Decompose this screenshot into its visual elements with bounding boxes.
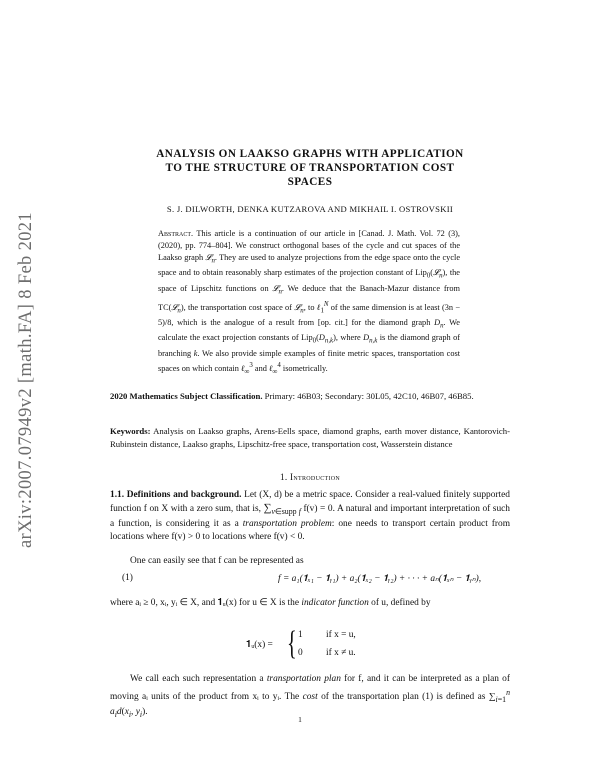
subsection-label: 1.1. Definitions and background. <box>110 490 242 500</box>
equation-formula: f = a₁(𝟏ₓ₁ − 𝟏ᵧ₁) + a₂(𝟏ₓ₂ − 𝟏ᵧ₂) + · · · + aₙ(𝟏ₓₙ − 𝟏ᵧₙ), <box>278 574 482 584</box>
title-line: SPACES <box>287 176 333 188</box>
abstract: Abstract. This article is a continuation of our article in [Canad. J. Math. Vol. 72 (3), (2020), pp. 774–804]. We construct orthogonal bases of the cycle and cut spaces of the Laakso graph 𝓛$_n$. They are used to analyze projections from the edge space onto the cycle space and to obtain reasonably sharp estimates of the projection constant of Lip$_0$(𝓛$_n$), the space of Lipschitz functions on 𝓛$_n$. We deduce that the Banach-Mazur distance from TC(𝓛$_n$), the transportation cost space of 𝓛$_n$, to ℓ$_1^N$ of the same dimension is at least (3n − 5)/8, which is the analogue of a result from [op. cit.] for the diamond graph $D_n$. We calculate the exact projection constants of $Lip_0(D_{n,k})$, where $D_{n,k}$ is the diamond graph of branching k. We also provide simple examples of finite metric spaces, transportation cost spaces on which contain ℓ$_\infty^3$ and ℓ$_\infty^4$ isometrically. <box>158 229 461 376</box>
author-list: S. J. DILWORTH, DENKA KUTZAROVA AND MIKHAIL I. OSTROVSKII <box>166 204 454 214</box>
arxiv-identifier: arXiv:2007.07949v2 [math.FA] 8 Feb 2021 <box>16 212 36 548</box>
page-number: 1 <box>298 715 302 724</box>
left-brace: { <box>287 625 297 662</box>
indicator-definition <box>246 625 386 664</box>
title-line: TO THE STRUCTURE OF TRANSPORTATION COST <box>165 162 455 174</box>
msc-label: 2020 Mathematics Subject Classification. <box>110 391 263 401</box>
paragraph-representation: One can easily see that f can be represented as <box>130 556 304 566</box>
abstract-label: Abstract. <box>158 229 194 238</box>
section-heading: 1. Introduction <box>279 472 341 482</box>
title-line: ANALYSIS ON LAAKSO GRAPHS WITH APPLICATION <box>156 148 464 160</box>
equation-number: (1) <box>122 573 133 583</box>
paragraph-transportation-plan: We call each such representation a transportation plan for f, and it can be interpreted as a plan of moving aᵢ units of the product from xᵢ to yᵢ. The cost of the transportation plan (1) is defined as $\sum_{i=1}^n$ $a_id(x_i$, $y_i$). <box>110 674 510 719</box>
paragraph-definitions: 1.1. Definitions and background. Let (X, d) be a metric space. Consider a real-valued finitely supported function f on X with a zero sum, that is, $\sum_{v\in supp f}$ f(v) = 0. A natural and important interpretation of such a function, is considering it as a transportation problem: one needs to transport certain product from locations where f(v) > 0 to locations where f(v) < 0. <box>110 490 510 542</box>
keywords: Keywords: Analysis on Laakso graphs, Arens-Eells space, diamond graphs, earth mover distance, Kantorovich-Rubinstein distance, Laakso graphs, Lipschitz-free space, transportation cost, Wasserstein distance <box>110 426 510 449</box>
paper-title <box>120 147 500 189</box>
equation-1 <box>110 573 510 587</box>
indicator-case: 0 if x ≠ u. <box>298 648 356 658</box>
paragraph-indicator: where aᵢ ≥ 0, xᵢ, yᵢ ∈ X, and 𝟏ᵤ(x) for u ∈ X is the indicator function of u, defined by <box>110 598 431 608</box>
keywords-label: Keywords: <box>110 426 151 436</box>
indicator-case: 1 if x = u, <box>298 630 356 640</box>
indicator-lhs: 𝟏ᵤ(x) = <box>246 640 273 650</box>
msc-classification: 2020 Mathematics Subject Classification. Primary: 46B03; Secondary: 30L05, 42C10, 46B07, 46B85. <box>110 391 474 401</box>
